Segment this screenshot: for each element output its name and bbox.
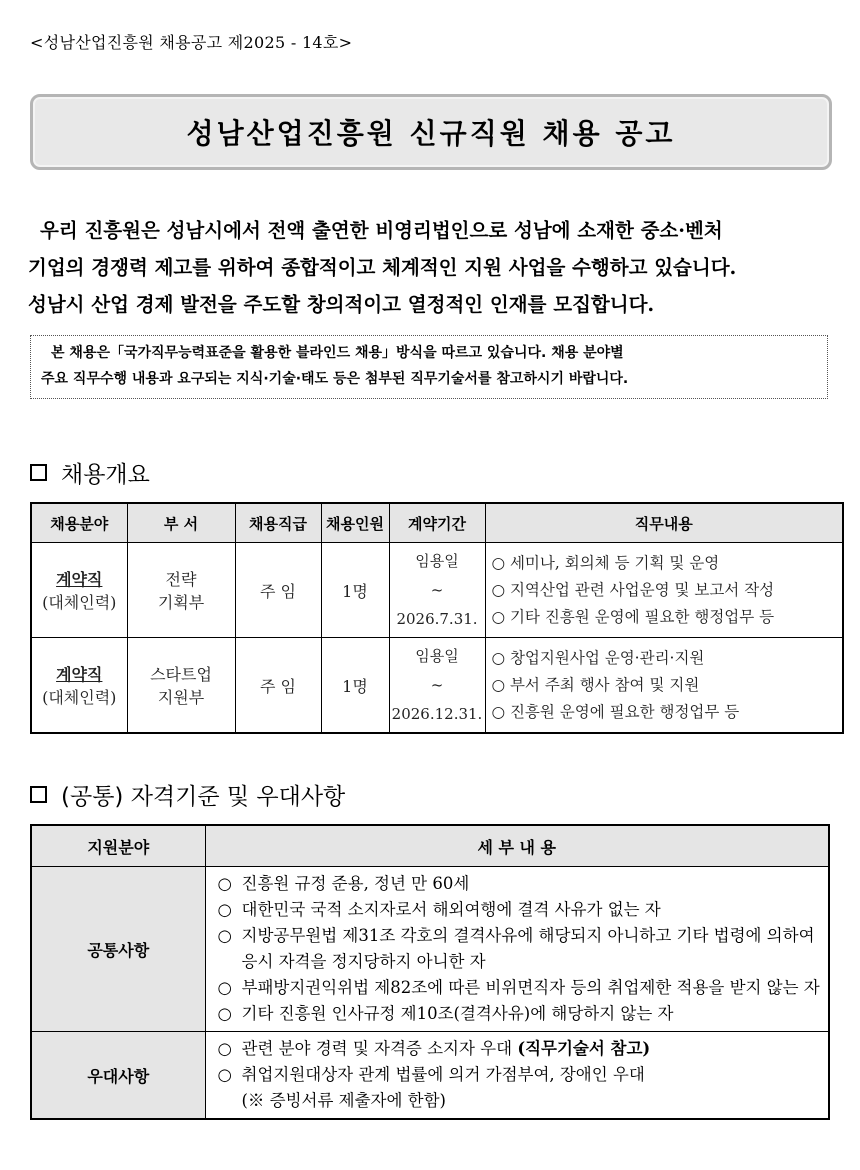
field-cell xyxy=(31,543,127,638)
list-item: ○ 관련 분야 경력 및 자격증 소지자 우대 (직무기술서 참고) xyxy=(217,1039,651,1058)
field-cell xyxy=(31,638,127,734)
preference-list xyxy=(205,1032,829,1120)
header-cell: 채용직급 xyxy=(235,503,321,543)
field-type: 계약직 xyxy=(56,570,103,589)
preference-label: 우대사항 xyxy=(31,1032,205,1120)
checkbox-square-icon xyxy=(30,786,47,803)
period-line: ~ xyxy=(430,580,444,599)
notice-line: 주요 직무수행 내용과 요구되는 지식·기술·태도 등은 첨부된 직무기술서를 참고하시기 바랍니다. xyxy=(41,371,629,387)
job-description-ref: (직무기술서 참고) xyxy=(517,1039,651,1058)
period-line: 2026.7.31. xyxy=(396,609,478,628)
list-item: ○ 기타 진흥원 인사규정 제10조(결격사유)에 해당하지 않는 자 xyxy=(217,1004,674,1023)
count-cell: 1명 xyxy=(321,638,389,734)
header-cell: 채용인원 xyxy=(321,503,389,543)
duty-item: ○ 세미나, 회의체 등 기획 및 운영 xyxy=(491,553,720,572)
duty-cell xyxy=(485,543,843,638)
list-item: ○ 취업지원대상자 관계 법률에 의거 가점부여, 장애인 우대 (※ 증빙서류 제출자에 한함) xyxy=(217,1065,645,1110)
common-requirements-label: 공통사항 xyxy=(31,867,205,1032)
list-item: ○ 지방공무원법 제31조 각호의 결격사유에 해당되지 아니하고 기타 법령에 의하여 응시 자격을 정지당하지 아니한 자 xyxy=(217,926,815,971)
dept-line: 기획부 xyxy=(157,593,205,612)
list-item: ○ 대한민국 국적 소지자로서 해외여행에 결격 사유가 없는 자 xyxy=(217,900,661,919)
table-row xyxy=(31,1032,829,1120)
common-requirements-list xyxy=(205,867,829,1032)
duty-cell xyxy=(485,638,843,734)
dept-line: 스타트업 xyxy=(150,665,212,684)
blind-recruitment-notice xyxy=(30,335,828,399)
header-cell: 지원분야 xyxy=(31,825,205,867)
section-heading-qualifications xyxy=(30,778,345,811)
period-line: 임용일 xyxy=(415,646,459,665)
table-row xyxy=(31,867,829,1032)
period-cell xyxy=(389,638,485,734)
period-cell xyxy=(389,543,485,638)
intro-line: 기업의 경쟁력 제고를 위하여 종합적이고 체계적인 지원 사업을 수행하고 있습니다. xyxy=(28,256,737,279)
title-box xyxy=(30,94,832,170)
list-item: ○ 부패방지권익위법 제82조에 따른 비위면직자 등의 취업제한 적용을 받지 않는 자 xyxy=(217,978,820,997)
intro-paragraph xyxy=(28,212,836,323)
field-type: 계약직 xyxy=(56,665,103,684)
duty-item: ○ 진흥원 운영에 필요한 행정업무 등 xyxy=(491,702,740,721)
dept-line: 지원부 xyxy=(157,688,205,707)
grade-cell: 주 임 xyxy=(235,543,321,638)
header-cell: 부 서 xyxy=(127,503,235,543)
page-title: 성남산업진흥원 신규직원 채용 공고 xyxy=(186,117,676,150)
dept-cell xyxy=(127,638,235,734)
table-row xyxy=(31,543,843,638)
period-line: ~ xyxy=(430,675,444,694)
header-cell: 세 부 내 용 xyxy=(205,825,829,867)
section-title: 채용개요 xyxy=(61,462,150,488)
evidence-note: (※ 증빙서류 제출자에 한함) xyxy=(241,1091,446,1110)
duty-item: ○ 부서 주최 행사 참여 및 지원 xyxy=(491,675,700,694)
notice-number: <성남산업진흥원 채용공고 제2025 - 14호> xyxy=(30,33,353,52)
header-cell: 채용분야 xyxy=(31,503,127,543)
dept-line: 전략 xyxy=(165,570,197,589)
qualifications-table xyxy=(30,824,830,1120)
recruitment-overview-table xyxy=(30,502,844,734)
section-heading-overview xyxy=(30,456,150,489)
table-row xyxy=(31,638,843,734)
field-subtype: (대체인력) xyxy=(42,593,117,612)
header-cell: 직무내용 xyxy=(485,503,843,543)
period-line: 임용일 xyxy=(415,551,459,570)
period-line: 2026.12.31. xyxy=(391,704,483,723)
section-title: (공통) 자격기준 및 우대사항 xyxy=(61,784,346,810)
header-cell: 계약기간 xyxy=(389,503,485,543)
checkbox-square-icon xyxy=(30,464,47,481)
field-subtype: (대체인력) xyxy=(42,688,117,707)
grade-cell: 주 임 xyxy=(235,638,321,734)
duty-item: ○ 창업지원사업 운영·관리·지원 xyxy=(491,648,705,667)
intro-line: 우리 진흥원은 성남시에서 전액 출연한 비영리법인으로 성남에 소재한 중소·벤처 xyxy=(40,219,723,242)
count-cell: 1명 xyxy=(321,543,389,638)
list-item: ○ 진흥원 규정 준용, 정년 만 60세 xyxy=(217,874,470,893)
intro-line: 성남시 산업 경제 발전을 주도할 창의적이고 열정적인 인재를 모집합니다. xyxy=(28,293,655,316)
duty-item: ○ 기타 진흥원 운영에 필요한 행정업무 등 xyxy=(491,607,775,626)
duty-item: ○ 지역산업 관련 사업운영 및 보고서 작성 xyxy=(491,580,775,599)
notice-line: 본 채용은「국가직무능력표준을 활용한 블라인드 채용」방식을 따르고 있습니다. 채용 분야별 xyxy=(51,345,624,361)
table-header-row xyxy=(31,503,843,543)
dept-cell xyxy=(127,543,235,638)
table-header-row xyxy=(31,825,829,867)
